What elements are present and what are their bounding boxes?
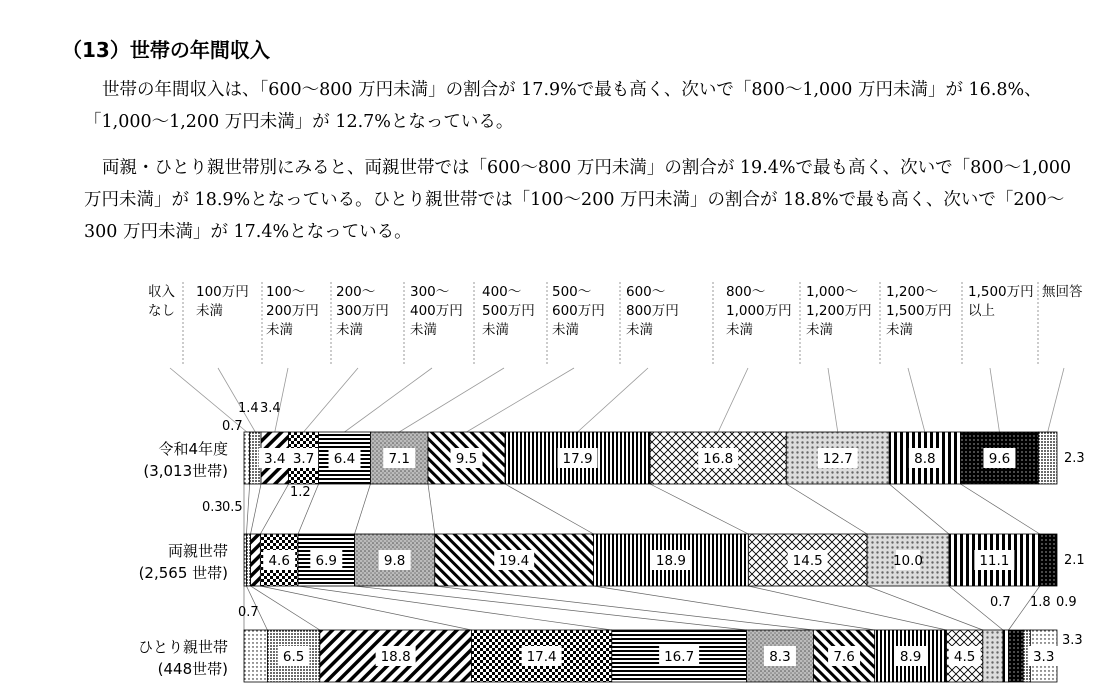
outside-label-r0-1: 1.4 — [238, 401, 259, 416]
data-label-r0-6: 9.5 — [455, 451, 478, 467]
leader-header-4 — [345, 368, 432, 432]
data-label-r0-8: 16.8 — [703, 451, 734, 467]
category-label-6-1: 600万円 — [552, 303, 605, 319]
data-label-r1-8: 14.5 — [792, 553, 823, 569]
data-label-r0-5: 7.1 — [388, 451, 410, 467]
category-label-7-0: 600～ — [626, 284, 666, 300]
outside-label-r2-10: 0.7 — [990, 595, 1011, 610]
row-sublabel-1: (2,565 世帯) — [138, 564, 228, 582]
outside-label-r2-14: 0.7 — [238, 605, 259, 620]
leader-row1-7 — [594, 586, 875, 630]
leader-row1-8 — [748, 586, 946, 630]
category-label-5-2: 未満 — [482, 322, 509, 338]
category-label-5-0: 400～ — [482, 284, 522, 300]
category-label-8-1: 1,000万円 — [726, 303, 792, 319]
row-label-1: 両親世帯 — [167, 542, 228, 560]
outside-label-r0-12: 2.3 — [1064, 451, 1085, 466]
leader-header-8 — [718, 368, 748, 432]
leader-header-7 — [578, 368, 648, 432]
category-label-2-0: 100～ — [266, 284, 306, 300]
data-label-r0-3: 3.7 — [292, 451, 315, 467]
leader-row1-2 — [251, 586, 320, 630]
outside-label-r1-0: 0.3 — [202, 500, 223, 515]
leader-row0-2 — [251, 484, 261, 534]
leader-row0-1 — [246, 484, 249, 534]
category-label-7-2: 未満 — [626, 322, 653, 338]
category-label-10-0: 1,200～ — [886, 284, 939, 300]
data-label-r2-3: 17.4 — [526, 649, 557, 665]
bar-segment-r0-0 — [244, 432, 250, 484]
data-label-r1-4: 6.9 — [315, 553, 338, 569]
data-label-r1-9: 10.0 — [892, 553, 924, 569]
leader-header-12 — [1048, 368, 1064, 432]
leader-header-9 — [828, 368, 838, 432]
outside-label-r1-11: 2.1 — [1064, 553, 1085, 568]
leader-header-2 — [275, 368, 288, 432]
category-label-7-1: 800万円 — [626, 303, 679, 319]
data-label-r2-6: 7.6 — [833, 649, 855, 665]
paragraph-2: 両親・ひとり親世帯別にみると、両親世帯では「600～800 万円未満」の割合が 19.4%で最も高く、次いで「800～1,000 万円未満」が 18.9%となっている。ひとり親世帯では「100～200 万円未満」の割合が 18.8%で最も高く、次いで「200～300 万円未満」が 17.4%となっている。 — [84, 158, 1072, 242]
data-label-r2-2: 18.8 — [380, 649, 411, 665]
data-label-r0-11: 9.6 — [988, 451, 1011, 467]
data-label-r2-7: 8.9 — [899, 649, 922, 665]
data-label-r0-4: 6.4 — [333, 451, 356, 467]
category-label-4-0: 300～ — [410, 284, 450, 300]
leader-row0-5 — [355, 484, 371, 534]
data-label-r1-7: 18.9 — [655, 553, 686, 569]
category-label-2-1: 200万円 — [266, 303, 319, 319]
outside-label-r0-2: 3.4 — [260, 401, 281, 416]
bar-segment-r2-0 — [244, 630, 267, 682]
bar-segment-r2-10 — [1003, 630, 1009, 682]
outside-label-r2-13: 3.3 — [1062, 633, 1083, 648]
leader-row0-10 — [889, 484, 949, 534]
data-label-r2-4: 16.7 — [664, 649, 695, 665]
outside-label-r2-12: 0.9 — [1056, 595, 1077, 610]
outside-label-r1-1: 0.5 — [222, 500, 243, 515]
data-label-r1-3: 4.6 — [268, 553, 290, 569]
data-label-r1-5: 9.8 — [383, 553, 406, 569]
leader-row0-3 — [260, 484, 288, 534]
category-label-0-0: 収入 — [148, 284, 175, 300]
category-label-8-2: 未満 — [726, 322, 753, 338]
category-label-11-0: 1,500万円 — [968, 284, 1034, 300]
data-label-r1-10: 11.1 — [979, 553, 1010, 569]
leader-header-5 — [399, 368, 504, 432]
row-label-2: ひとり親世帯 — [137, 638, 228, 656]
data-label-r1-6: 19.4 — [499, 553, 530, 569]
category-label-3-0: 200～ — [336, 284, 376, 300]
section-title: （13）世帯の年間収入 — [62, 38, 270, 62]
bar-segment-r2-9 — [983, 630, 1003, 682]
leader-header-10 — [908, 368, 925, 432]
data-label-r2-13: 3.3 — [1032, 649, 1055, 665]
bar-segment-r0-12 — [1038, 432, 1057, 484]
category-label-4-1: 400万円 — [410, 303, 463, 319]
bar-segment-r2-11 — [1009, 630, 1024, 682]
category-label-9-2: 未満 — [806, 322, 833, 338]
data-label-r0-2: 3.4 — [264, 451, 286, 467]
category-label-5-1: 500万円 — [482, 303, 535, 319]
income-chart — [0, 270, 1116, 693]
outside-label-r1-2: 1.2 — [290, 485, 311, 500]
row-sublabel-0: (3,013世帯) — [143, 462, 228, 480]
outside-label-r2-11: 1.8 — [1030, 595, 1051, 610]
leader-header-3 — [304, 368, 358, 432]
category-label-6-2: 未満 — [552, 322, 579, 338]
category-label-3-1: 300万円 — [336, 303, 389, 319]
outside-label-r0-0: 0.7 — [222, 419, 243, 434]
data-label-r2-8: 4.5 — [953, 649, 976, 665]
bar-segment-r1-2 — [251, 534, 261, 586]
category-label-10-1: 1,500万円 — [886, 303, 952, 319]
leader-row1-5 — [355, 586, 747, 630]
category-label-11-1: 以上 — [968, 303, 995, 319]
category-label-12-0: 無回答 — [1042, 284, 1083, 300]
data-label-r0-10: 8.8 — [914, 451, 936, 467]
category-label-4-2: 未満 — [410, 322, 437, 338]
row-sublabel-2: (448世帯) — [157, 660, 228, 678]
category-label-8-0: 800～ — [726, 284, 766, 300]
category-label-9-1: 1,200万円 — [806, 303, 872, 319]
leader-row1-3 — [260, 586, 471, 630]
leader-row1-6 — [435, 586, 814, 630]
row-label-0: 令和4年度 — [158, 440, 228, 458]
leader-row1-4 — [298, 586, 612, 630]
category-label-0-1: なし — [148, 303, 175, 319]
leader-row0-9 — [786, 484, 867, 534]
data-label-r2-5: 8.3 — [769, 649, 791, 665]
leader-header-6 — [467, 368, 574, 432]
leader-row0-8 — [650, 484, 748, 534]
category-label-9-0: 1,000～ — [806, 284, 859, 300]
category-label-3-2: 未満 — [336, 322, 363, 338]
category-label-2-2: 未満 — [266, 322, 293, 338]
leader-row1-9 — [867, 586, 983, 630]
bar-segment-r1-11 — [1040, 534, 1057, 586]
leader-header-11 — [990, 368, 999, 432]
data-label-r0-9: 12.7 — [822, 451, 853, 467]
category-label-1-1: 未満 — [196, 303, 223, 319]
leader-row0-6 — [428, 484, 435, 534]
data-label-r2-1: 6.5 — [282, 649, 305, 665]
data-label-r0-7: 17.9 — [562, 451, 593, 467]
category-label-10-2: 未満 — [886, 322, 913, 338]
paragraph-1: 世帯の年間収入は、「600～800 万円未満」の割合が 17.9%で最も高く、次いで「800～1,000 万円未満」が 16.8%、「1,000～1,200 万円未満」が 12.7%となっている。 — [84, 80, 1042, 132]
leader-row0-11 — [961, 484, 1040, 534]
leader-row0-7 — [505, 484, 594, 534]
category-label-6-0: 500～ — [552, 284, 592, 300]
bar-segment-r1-1 — [246, 534, 250, 586]
category-label-1-0: 100万円 — [196, 284, 249, 300]
